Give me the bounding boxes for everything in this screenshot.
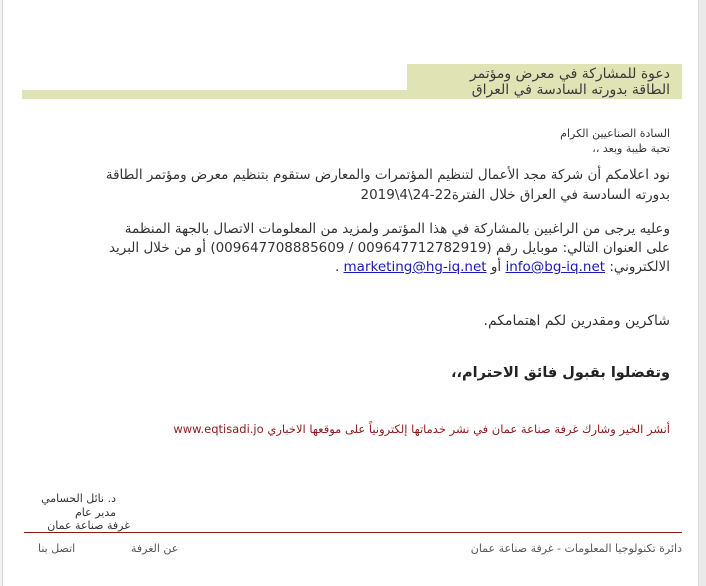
opening-line: تحية طيبة وبعد ،، [592, 142, 670, 155]
promo-line [173, 422, 670, 436]
footer-divider [24, 532, 682, 533]
about-link[interactable]: عن الغرفة [131, 542, 179, 555]
contact-paragraph-line3 [335, 259, 670, 275]
signature-org: غرفة صناعة عمان [47, 519, 130, 532]
contact-paragraph-line1: وعليه يرجى من الراغبين بالمشاركة في هذا المؤتمر ولمزيد من المعلومات الاتصال بالجهة المنظمة [124, 221, 670, 237]
salutation: السادة الصناعيين الكرام [560, 127, 670, 140]
thanks-line: شاكرين ومقدرين لكم اهتمامكم. [483, 313, 670, 329]
banner-title-line1: دعوة للمشاركة في معرض ومؤتمر [469, 66, 670, 82]
page-edge-shade [698, 0, 706, 586]
email-prefix: الالكتروني: [609, 259, 670, 275]
promo-text: أنشر الخير وشارك غرفة صناعة عمان في نشر خدماتها إلكترونياً على موقعها الاخباري [267, 422, 670, 436]
announcement-line2: بدورته السادسة في العراق خلال الفترة22-24\4\2019 [360, 187, 670, 203]
info-email-link[interactable]: info@bg-iq.net [505, 259, 606, 275]
marketing-email-link[interactable]: marketing@hg-iq.net [343, 259, 487, 275]
line-end: . [334, 259, 340, 275]
or-word: أو [490, 259, 502, 275]
contact-paragraph-line2: على العنوان التالي: موبايل رقم (009647712782919 / 009647708885609) أو من خلال البريد [108, 240, 670, 256]
announcement-line1: نود اعلامكم أن شركة مجد الأعمال لتنظيم المؤتمرات والمعارض ستقوم بتنظيم معرض ومؤتمر الطاقة [105, 167, 670, 183]
signature-name: د. نائل الحسامي [41, 492, 116, 505]
footer-department: دائرة تكنولوجيا المعلومات - غرفة صناعة عمان [470, 542, 682, 555]
regards-line: وتفضلوا بقبول فائق الاحترام،، [450, 365, 670, 381]
title-banner [22, 64, 682, 99]
contact-link[interactable]: اتصل بنا [38, 542, 76, 555]
signature-title: مدير عام [74, 506, 116, 519]
promo-site: www.eqtisadi.jo [173, 422, 264, 436]
banner-title-line2: الطاقة بدورته السادسة في العراق [471, 82, 670, 98]
